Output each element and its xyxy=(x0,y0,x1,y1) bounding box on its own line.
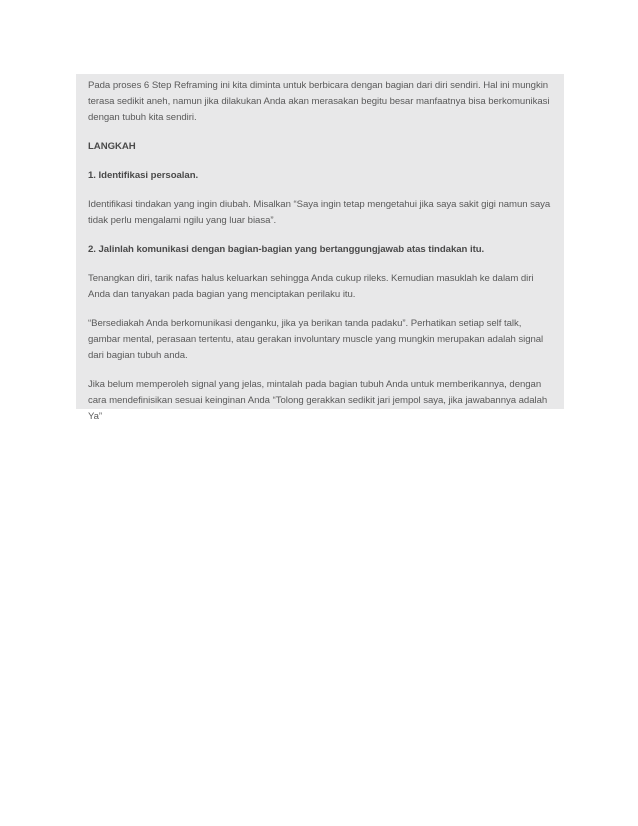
step2-paragraph-signal: Jika belum memperoleh signal yang jelas, mintalah pada bagian tubuh Anda untuk memberikannya, dengan cara mendefinisikan sesuai keinginan Anda “Tolong gerakkan sedikit jari jempol saya, jika jawabannya adalah Ya” xyxy=(88,379,548,422)
intro-paragraph: Pada proses 6 Step Reframing ini kita diminta untuk berbicara dengan bagian dari diri sendiri. Hal ini mungkin terasa sedikit aneh, namun jika dilakukan Anda akan merasakan begitu besar manfaatnya bisa berkomunikasi dengan tubuh kita sendiri. xyxy=(88,80,550,123)
step2-paragraph-relax: Tenangkan diri, tarik nafas halus keluarkan sehingga Anda cukup rileks. Kemudian masuklah ke dalam diri Anda dan tanyakan pada bagian yang menciptakan perilaku itu. xyxy=(88,273,534,300)
step2-title: 2. Jalinlah komunikasi dengan bagian-bagian yang bertanggungjawab atas tindakan itu. xyxy=(88,244,485,255)
steps-heading: LANGKAH xyxy=(88,141,136,152)
article-content-box xyxy=(76,74,564,422)
step2-paragraph-question: “Bersediakah Anda berkomunikasi denganku, jika ya berikan tanda padaku”. Perhatikan setiap self talk, gambar mental, perasaan tertentu, atau gerakan involuntary muscle yang mungkin merupakan adalah signal dari bagian tubuh anda. xyxy=(88,318,544,361)
step1-paragraph: Identifikasi tindakan yang ingin diubah. Misalkan “Saya ingin tetap mengetahui jika saya sakit gigi namun saya tidak perlu mengalami ngilu yang luar biasa”. xyxy=(88,199,551,226)
step1-title: 1. Identifikasi persoalan. xyxy=(88,170,199,181)
